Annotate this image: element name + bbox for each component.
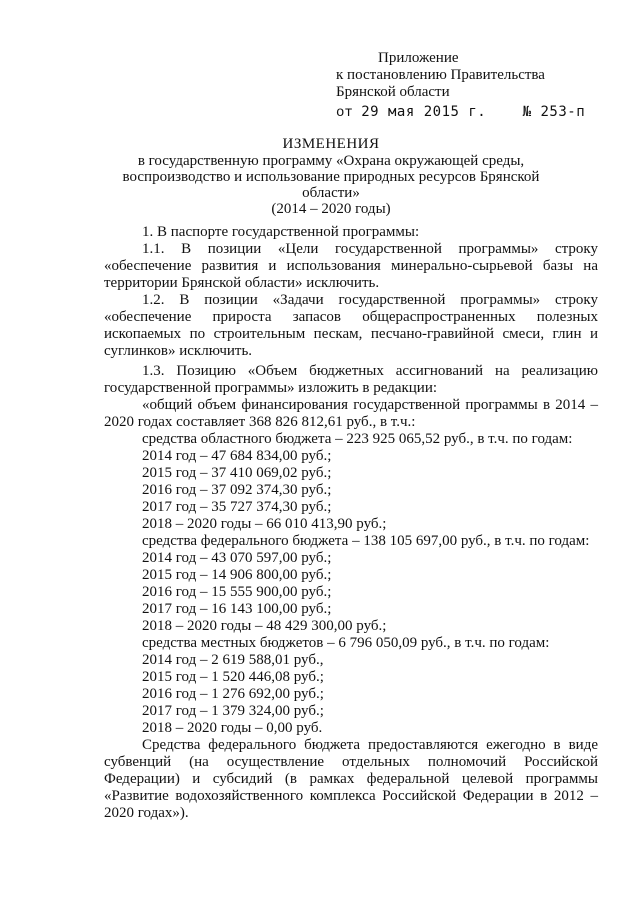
total-financing: «общий объем финансирования государственной программы в 2014 – 2020 годах составляет 368 826 812,61 руб., в т.ч.:: [104, 397, 598, 430]
appendix-title: Приложение: [378, 50, 459, 66]
regional-year-2015: 2015 год – 37 410 069,02 руб.;: [142, 465, 332, 481]
regional-years-2018-2020: 2018 – 2020 годы – 66 010 413,90 руб.;: [142, 516, 387, 532]
heading-title: ИЗМЕНЕНИЯ: [282, 136, 380, 152]
appendix-date-row: [336, 104, 585, 122]
regional-year-2016: 2016 год – 37 092 374,30 руб.;: [142, 482, 332, 498]
federal-year-2016: 2016 год – 15 555 900,00 руб.;: [142, 584, 332, 600]
paragraph-1: 1. В паспорте государственной программы:: [142, 224, 420, 240]
heading-line-2: воспроизводство и использование природных ресурсов Брянской области»: [122, 169, 540, 201]
date-value: 29 мая 2015 г.: [361, 104, 487, 120]
federal-budget-header: средства федерального бюджета – 138 105 697,00 руб., в т.ч. по годам:: [142, 533, 590, 549]
closing-paragraph: Средства федерального бюджета предоставляются ежегодно в виде субвенций (на осуществление отдельных полномочий Российской Федерации) и субсидий (в рамках федеральной целевой программы «Развитие водохозяйственного комплекса Российской Федерации в 2012 – 2020 годах»).: [104, 737, 598, 821]
regional-year-2017: 2017 год – 35 727 374,30 руб.;: [142, 499, 332, 515]
heading-line-3: (2014 – 2020 годы): [271, 201, 391, 217]
regional-budget-header: средства областного бюджета – 223 925 065,52 руб., в т.ч. по годам:: [142, 431, 573, 447]
heading-line-1: в государственную программу «Охрана окружающей среды,: [137, 153, 525, 169]
appendix-region-line: Брянской области: [336, 84, 450, 100]
federal-year-2017: 2017 год – 16 143 100,00 руб.;: [142, 601, 332, 617]
document-number: № 253-п: [522, 104, 586, 120]
paragraph-1-1: 1.1. В позиции «Цели государственной программы» строку «обеспечение развития и использования минерально-сырьевой базы на территории Брянской области» исключить.: [104, 241, 598, 291]
appendix-block: [336, 50, 585, 122]
local-year-2016: 2016 год – 1 276 692,00 руб.;: [142, 686, 324, 702]
document-body: [104, 224, 598, 822]
date-prefix: от: [336, 105, 353, 121]
federal-year-2014: 2014 год – 43 070 597,00 руб.;: [142, 550, 332, 566]
federal-years-2018-2020: 2018 – 2020 годы – 48 429 300,00 руб.;: [142, 618, 387, 634]
local-year-2017: 2017 год – 1 379 324,00 руб.;: [142, 703, 324, 719]
local-year-2015: 2015 год – 1 520 446,08 руб.;: [142, 669, 324, 685]
paragraph-1-2: 1.2. В позиции «Задачи государственной программы» строку «обеспечение прироста запасов общераспространенных полезных ископаемых по строительным пескам, песчано-гравийной смеси, глин и суглинков» исключить.: [104, 292, 598, 359]
appendix-resolution-line: к постановлению Правительства: [336, 67, 545, 83]
regional-year-2014: 2014 год – 47 684 834,00 руб.;: [142, 448, 332, 464]
federal-year-2015: 2015 год – 14 906 800,00 руб.;: [142, 567, 332, 583]
local-year-2014: 2014 год – 2 619 588,01 руб.,: [142, 652, 324, 668]
local-years-2018-2020: 2018 – 2020 годы – 0,00 руб.: [142, 720, 323, 736]
document-heading: [96, 136, 566, 217]
paragraph-1-3: 1.3. Позицию «Объем бюджетных ассигнований на реализацию государственной программы» изложить в редакции:: [104, 363, 598, 396]
local-budget-header: средства местных бюджетов – 6 796 050,09 руб., в т.ч. по годам:: [142, 635, 550, 651]
